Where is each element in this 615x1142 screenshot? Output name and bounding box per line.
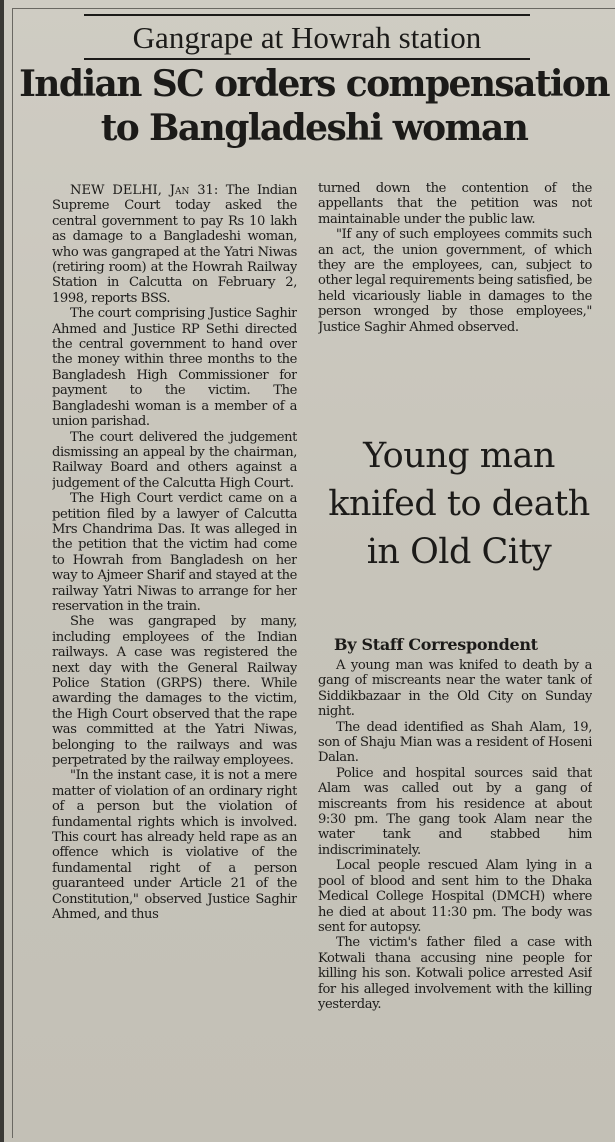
story2-byline: By Staff Correspondent	[334, 635, 538, 654]
main-headline	[14, 62, 614, 150]
story1-column-continued	[318, 181, 592, 409]
dateline: NEW DELHI, Jan 31:	[70, 183, 219, 198]
story1-column-left	[52, 183, 297, 1130]
story2-paragraph: The victim's father filed a case with Kotwali thana accusing nine people for killing his son. Kotwali police arrested Asif for his alleged involvement with the killing yesterday.	[318, 935, 592, 1012]
story2-paragraph: Police and hospital sources said that Alam was called out by a gang of miscreants from his residence at about 9:30 pm. The gang took Alam near the water tank and stabbed him indiscriminately.	[318, 765, 592, 858]
kicker-headline: Gangrape at Howrah station	[84, 14, 530, 60]
story1-continuation-paragraph: "If any of such employees commits such an act, the union government, of which they are the employees, can, subject to other legal requirements being satisfied, be held vicariously liable in damages to the person wronged by those employees," Justice Saghir Ahmed observed.	[318, 227, 592, 335]
page-edge	[0, 0, 4, 1142]
story1-paragraph: The court comprising Justice Saghir Ahmed and Justice RP Sethi directed the central government to hand over the money within three months to the Bangladesh High Commissioner for payment to the victim. The Bangladeshi woman is a member of a union parishad.	[52, 306, 297, 430]
main-headline-line-2: to Bangladeshi woman	[100, 107, 528, 149]
story1-paragraph: The High Court verdict came on a petition filed by a lawyer of Calcutta Mrs Chandrima Das. It was alleged in the petition that the victim had come to Howrah from Bangladesh on her way to Ajmeer Sharif and stayed at the railway Yatri Niwas to arrange for her reservation in the train.	[52, 491, 297, 614]
story2-paragraph: Local people rescued Alam lying in a pool of blood and sent him to the Dhaka Medical College Hospital (DMCH) where he died at about 11:30 pm. The body was sent for autopsy.	[318, 858, 592, 935]
story1-paragraph-text: The Indian Supreme Court today asked the central government to pay Rs 10 lakh as damage to a Bangladeshi woman, who was gangraped at the Yatri Niwas (retiring room) at the Howrah Railway Station in Calcutta on February 2, 1998, reports BSS.	[52, 183, 297, 306]
story1-paragraph	[52, 183, 297, 306]
column-rule-top	[12, 8, 615, 9]
story2-paragraph: A young man was knifed to death by a gang of miscreants near the water tank of Siddikbazaar in the Old City on Sunday night.	[318, 658, 592, 720]
story1-continuation-paragraph: turned down the contention of the appellants that the petition was not maintainable under the public law.	[318, 181, 592, 227]
column-rule-left	[12, 8, 13, 1138]
story2-column	[318, 658, 592, 1130]
story1-paragraph: "In the instant case, it is not a mere matter of violation of an ordinary right of a person but the violation of fundamental rights which is involved. This court has already held rape as an offence which is violative of the fundamental right of a person guaranteed under Article 21 of the Constitution," observed Justice Saghir Ahmed, and thus	[52, 768, 297, 923]
main-headline-line-1: Indian SC orders compensation	[19, 63, 609, 105]
story1-paragraph: The court delivered the judgement dismissing an appeal by the chairman, Railway Board and others against a judgement of the Calcutta High Court.	[52, 429, 297, 491]
story2-paragraph: The dead identified as Shah Alam, 19, son of Shaju Mian was a resident of Hoseni Dalan.	[318, 719, 592, 766]
story1-paragraph: She was gangraped by many, including employees of the Indian railways. A case was registered the next day with the General Railway Police Station (GRPS) there. While awarding the damages to the victim, the High Court observed that the rape was committed at the Yatri Niwas, belonging to the railways and was perpetrated by the railway employees.	[52, 614, 297, 769]
story2-headline: Young man knifed to death in Old City	[328, 436, 590, 572]
